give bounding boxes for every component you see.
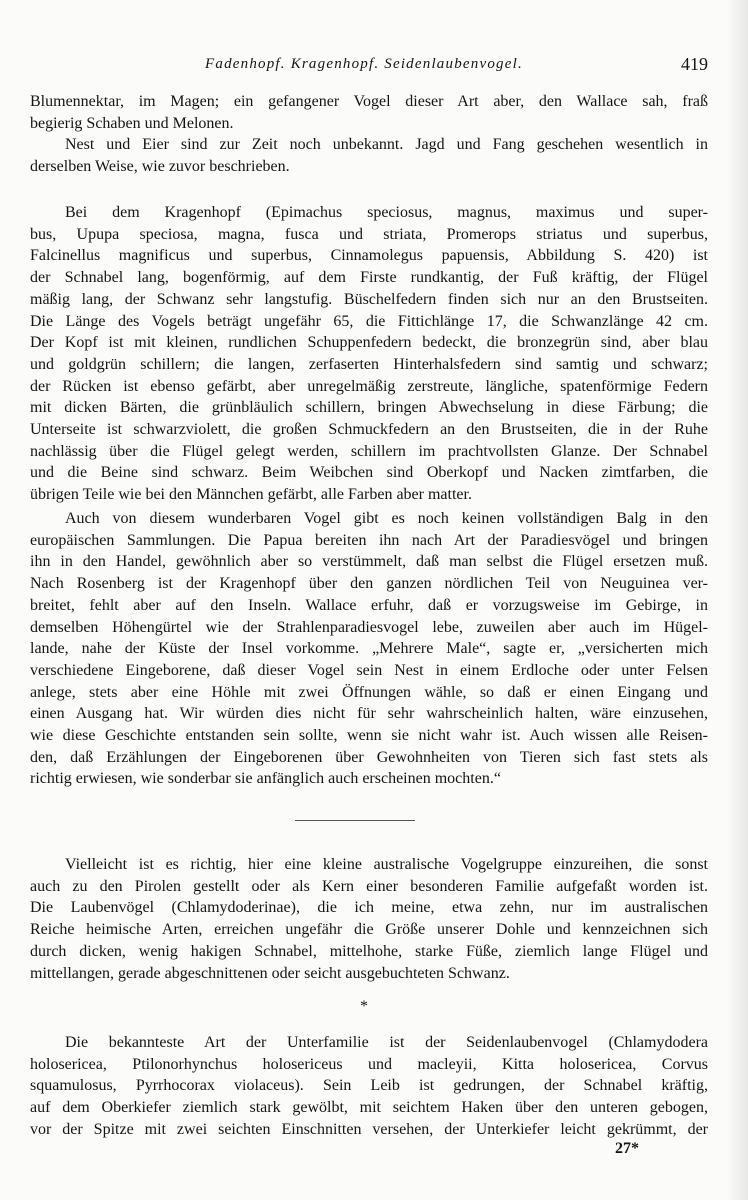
text-line: der Schnabel lang, bogenförmig, auf dem Firste rundkantig, der Fuß kräftig, der Flügel [30,269,708,287]
text-line: übrigen Teile wie bei den Männchen gefärbt, alle Farben aber matter. [30,486,472,504]
text-line: verschiedene Eingeborene, daß dieser Vogel sein Nest in einem Erdloche oder unter Felsen [30,661,708,679]
text-line: Blumennektar, im Magen; ein gefangener Vogel dieser Art aber, den Wallace sah, fraß [30,93,708,110]
text-line: anlege, stets aber eine Höhle mit zwei Öffnungen wähle, so daß er einen Eingang und [30,683,708,701]
text-line: demselben Höhengürtel wie der Strahlenparadiesvogel lebe, zuweilen aber auch im Hügel- [30,618,708,636]
text-line: bus, Upupa speciosa, magna, fusca und striata, Promerops striatus und superbus, [30,225,708,243]
section-asterisk: * [360,998,368,1015]
text-line: breitet, fehlt aber auf den Inseln. Wallace erfuhr, daß er vorzugsweise im Gebirge, in [30,596,708,614]
text-line: auch zu den Pirolen gestellt oder als Kern einer besonderen Familie aufgefaßt worden ist. [30,877,708,895]
text-line: holosericea, Ptilonorhynchus holosericeus und macleyii, Kitta holosericea, Corvus [30,1055,708,1073]
page-edge-shadow [726,0,748,1200]
text-line: mit dicken Bärten, die grünbläulich schillern, bringen Abwechselung in diese Färbung; die [30,399,708,417]
text-line: und die Beine sind schwarz. Beim Weibchen sind Oberkopf und Nacken zimtfarben, die [30,464,708,482]
signature-mark: 27* [615,1140,639,1157]
text-line: auf dem Oberkiefer ziemlich stark gewölbt, mit seichtem Haken über den unteren gebogen, [30,1099,708,1117]
text-line: mittellangen, gerade abgeschnittenen oder seicht ausgebuchteten Schwanz. [30,964,510,982]
text-line: Nest und Eier sind zur Zeit noch unbekannt. Jagd und Fang geschehen wesentlich in [65,136,708,153]
text-line: lande, nahe der Küste der Insel vorkomme. „Mehrere Male“, sagte er, „versicherten mich [30,640,708,658]
text-line: Nach Rosenberg ist der Kragenhopf über den ganzen nördlichen Teil von Neuguinea ver- [30,575,708,593]
text-line: vor der Spitze mit zwei seichten Einschnitten versehen, der Unterkiefer leicht gekrümmt, der [30,1120,708,1138]
text-line: Reiche heimische Arten, erreichen ungefähr die Größe unserer Dohle und kennzeichnen sich [30,921,708,939]
text-line: und goldgrün schillern; die langen, zerfaserten Hinterhalsfedern sind samtig und schwarz; [30,355,708,373]
text-line: einen Ausgang hat. Wir würden dies nicht für sehr wahrscheinlich halten, wäre einzusehen, [30,705,708,723]
text-line: Die bekannteste Art der Unterfamilie ist der Seidenlaubenvogel (Chlamydodera [65,1034,708,1051]
text-line: begierig Schaben und Melonen. [30,114,234,132]
section-divider [295,820,415,821]
text-line: Die Länge des Vogels beträgt ungefähr 65, die Fittichlänge 17, die Schwanzlänge 42 cm. [30,312,708,330]
text-line: Die Laubenvögel (Chlamydoderinae), die ich meine, etwa zehn, nur im australischen [30,899,708,917]
text-line: durch dicken, wenig hakigen Schnabel, mittelhohe, starke Füße, ziemlich lange Flügel und [30,942,708,960]
text-line: Unterseite ist schwarzviolett, die großen Schmuckfedern an den Brustseiten, die in der Ruhe [30,421,708,438]
text-line: derselben Weise, wie zuvor beschrieben. [30,157,290,175]
text-line: Vielleicht ist es richtig, hier eine kleine australische Vogelgruppe einzureihen, die sonst [65,856,708,873]
text-line: Der Kopf ist mit kleinen, rundlichen Schuppenfedern bedeckt, die bronzegrün sind, aber blau [30,334,708,352]
text-line: Auch von diesem wunderbaren Vogel gibt es noch keinen vollständigen Balg in den [65,510,708,527]
running-title: Fadenhopf. Kragenhopf. Seidenlaubenvogel. [205,56,523,72]
text-line: ihn in den Handel, gewöhnlich aber so verstümmelt, daß man selbst die Flügel ersetzen muß. [30,553,708,571]
page-header [0,54,748,78]
page-number: 419 [681,54,708,74]
text-line: richtig erwiesen, wie sonderbar sie anfänglich auch erscheinen mochten.“ [30,770,501,788]
text-line: wie diese Geschichte entstanden sein sollte, wenn sie nicht wahr ist. Auch wissen alle Reisen- [30,727,708,744]
text-line: europäischen Sammlungen. Die Papua bereiten ihn nach Art der Paradiesvögel und bringen [30,531,708,549]
text-line: der Rücken ist ebenso gefärbt, aber unregelmäßig zerstreute, längliche, spatenförmige Federn [30,377,708,395]
text-line: mäßig lang, der Schwanz sehr langstufig. Büschelfedern finden sich nur an den Brustseiten. [30,290,708,308]
text-line: nachlässig über die Flügel gelegt werden, schillern im prachtvollsten Glanze. Der Schnabel [30,442,708,460]
text-line: Falcinellus magnificus und superbus, Cinnamolegus papuensis, Abbildung S. 420) ist [30,247,708,265]
text-line: Bei dem Kragenhopf (Epimachus speciosus, magnus, maximus und super- [65,204,708,221]
text-line: squamulosus, Pyrrhocorax violaceus). Sein Leib ist gedrungen, der Schnabel kräftig, [30,1077,708,1095]
text-line: den, daß Erzählungen der Eingeborenen über Gewohnheiten von Tieren sich fast stets als [30,748,708,766]
